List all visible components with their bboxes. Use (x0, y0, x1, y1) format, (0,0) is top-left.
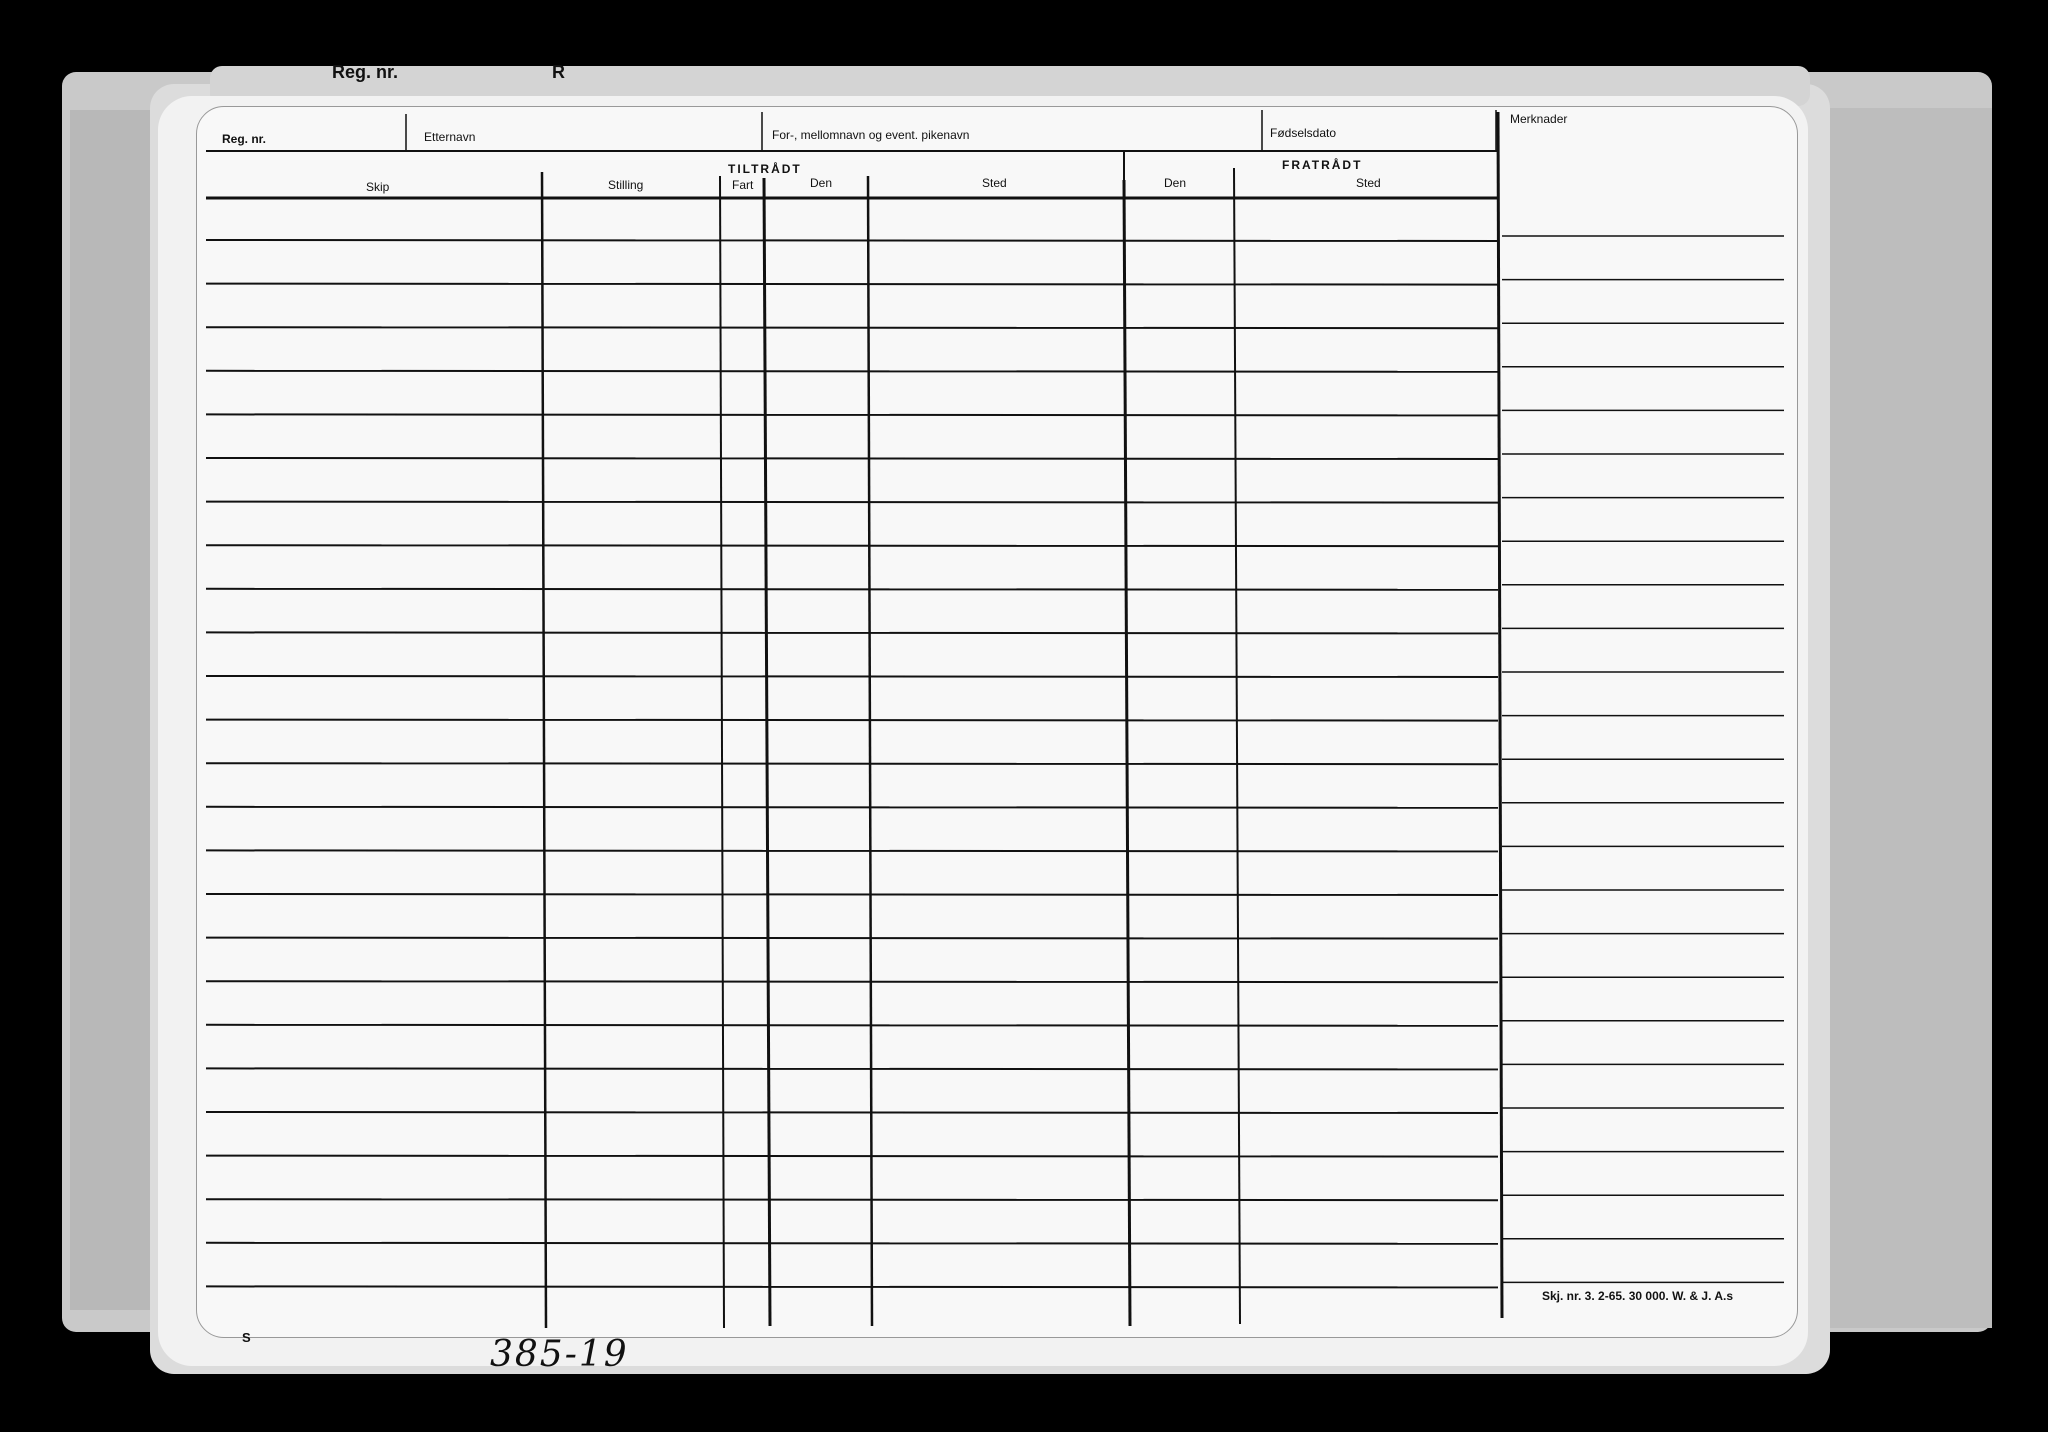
ledger-row-line (206, 850, 1498, 851)
label-sted-tiltradt: Sted (982, 176, 1007, 190)
label-fart: Fart (732, 178, 754, 192)
label-sted-fratradt: Sted (1356, 176, 1381, 190)
ledger-row-line (206, 589, 1498, 590)
label-fratradt: FRATRÅDT (1282, 158, 1363, 172)
ledger-row-line (206, 1286, 1498, 1287)
ledger-row-line (206, 240, 1498, 241)
ledger-row-line (206, 502, 1498, 503)
ledger-row-line (206, 1068, 1498, 1069)
ledger-row-line (206, 632, 1498, 633)
ledger-row-line (206, 545, 1498, 546)
col-divider-fart (764, 178, 770, 1326)
label-fodselsdato: Fødselsdato (1270, 126, 1337, 140)
form-footer-print-info: Skj. nr. 3. 2-65. 30 000. W. & J. A.s (1542, 1289, 1733, 1303)
label-tiltradt: TILTRÅDT (728, 162, 802, 176)
ledger-row-line (206, 1243, 1498, 1244)
ledger-row-line (206, 284, 1498, 285)
ledger-row-line (206, 1156, 1498, 1157)
ledger-row-line (206, 720, 1498, 721)
col-divider-skip (542, 172, 546, 1328)
label-fornavn: For-, mellomnavn og event. pikenavn (772, 128, 970, 142)
handwritten-number: 385-19 (490, 1334, 629, 1375)
col-divider-sted1 (1124, 180, 1130, 1326)
label-merknader: Merknader (1510, 112, 1568, 126)
ledger-row-line (206, 414, 1498, 415)
ledger-row-line (206, 327, 1498, 328)
back-card-bottom-mark: S (242, 1330, 251, 1345)
label-skip: Skip (366, 180, 390, 194)
ledger-row-line (206, 938, 1498, 939)
back-card-label-reg: Reg. nr. (332, 62, 399, 82)
label-den-tiltradt: Den (810, 176, 833, 190)
label-reg-nr: Reg. nr. (222, 132, 267, 146)
col-divider-den1 (868, 176, 872, 1326)
label-stilling: Stilling (608, 178, 644, 192)
ledger-row-line (206, 371, 1498, 372)
col-divider-den2 (1234, 168, 1240, 1324)
ledger-row-line (206, 763, 1498, 764)
ledger-row-line (206, 894, 1498, 895)
label-den-fratradt: Den (1164, 176, 1187, 190)
merknader-divider (1498, 112, 1502, 1318)
label-etternavn: Etternavn (424, 130, 476, 144)
ledger-row-line (206, 1199, 1498, 1200)
ledger-row-line (206, 981, 1498, 982)
ledger-row-line (206, 1112, 1498, 1113)
ledger-row-line (206, 676, 1498, 677)
ledger-row-line (206, 458, 1498, 459)
ledger-row-line (206, 807, 1498, 808)
ledger-row-line (206, 1025, 1498, 1026)
back-card-label-r: R (552, 62, 565, 82)
